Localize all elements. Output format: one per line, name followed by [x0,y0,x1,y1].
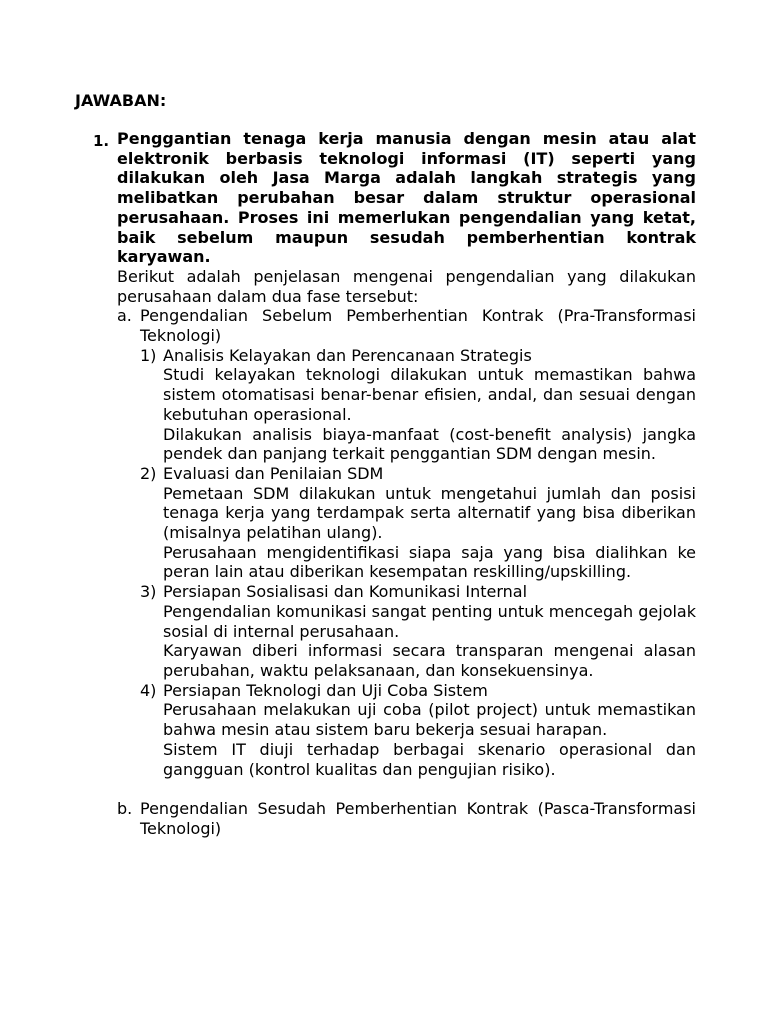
section-a [117,306,696,779]
list-item [140,346,696,464]
section-marker: b. [117,799,133,819]
item-paragraph: Pemetaan SDM dilakukan untuk mengetahui jumlah dan posisi tenaga kerja yang terdampak serta alternatif yang bisa diberikan (misalnya pelatihan ulang). [163,483,696,543]
list-item [140,681,696,780]
item-marker: 1) [140,345,157,365]
section-title: Pengendalian Sesudah Pemberhentian Kontrak (Pasca-Transformasi Teknologi) [140,799,696,838]
item-paragraph: Pengendalian komunikasi sangat penting untuk mencegah gejolak sosial di internal perusahaan. [163,601,696,641]
item-marker: 4) [140,680,157,700]
item-paragraph: Studi kelayakan teknologi dilakukan untuk memastikan bahwa sistem otomatisasi benar-benar efisien, andal, dan sesuai dengan kebutuhan operasional. [163,365,696,424]
item-paragraph: Sistem IT diuji terhadap berbagai skenario operasional dan gangguan (kontrol kualitas dan pengujian risiko). [163,739,696,779]
section-title: Pengendalian Sebelum Pemberhentian Kontrak (Pra-Transformasi Teknologi) [140,306,696,346]
answer-heading: JAWABAN: [75,91,167,110]
item-marker: 3) [140,582,157,602]
item-title: Analisis Kelayakan dan Perencanaan Strategis [163,345,532,365]
question-number: 1. [93,132,110,150]
item-paragraph: Karyawan diberi informasi secara transparan mengenai alasan perubahan, waktu pelaksanaan, dan konsekuensinya. [163,641,696,680]
list-item [140,582,696,681]
section-marker: a. [117,306,132,326]
answer-body [117,129,696,839]
item-paragraph: Perusahaan melakukan uji coba (pilot project) untuk memastikan bahwa mesin atau sistem baru bekerja sesuai harapan. [163,700,696,740]
item-paragraph: Perusahaan mengidentifikasi siapa saja yang bisa dialihkan ke peran lain atau diberikan kesempatan reskilling/upskilling. [163,542,696,582]
intro-paragraph: Berikut adalah penjelasan mengenai pengendalian yang dilakukan perusahaan dalam dua fase tersebut: [117,266,696,306]
section-b [117,799,696,838]
item-marker: 2) [140,463,157,483]
item-title: Evaluasi dan Penilaian SDM [163,463,384,483]
item-title: Persiapan Teknologi dan Uji Coba Sistem [163,680,488,700]
item-paragraph: Dilakukan analisis biaya-manfaat (cost-benefit analysis) jangka pendek dan panjang terkait penggantian SDM dengan mesin. [163,424,696,464]
item-title: Persiapan Sosialisasi dan Komunikasi Internal [163,582,528,602]
lead-paragraph: Penggantian tenaga kerja manusia dengan mesin atau alat elektronik berbasis teknologi informasi (IT) seperti yang dilakukan oleh Jasa Marga adalah langkah strategis yang melibatkan perubahan besar dalam struktur operasional perusahaan. Proses ini memerlukan pengendalian yang ketat, baik sebelum maupun sesudah pemberhentian kontrak karyawan. [117,129,696,267]
blank-line [117,779,696,799]
list-item [140,464,696,582]
